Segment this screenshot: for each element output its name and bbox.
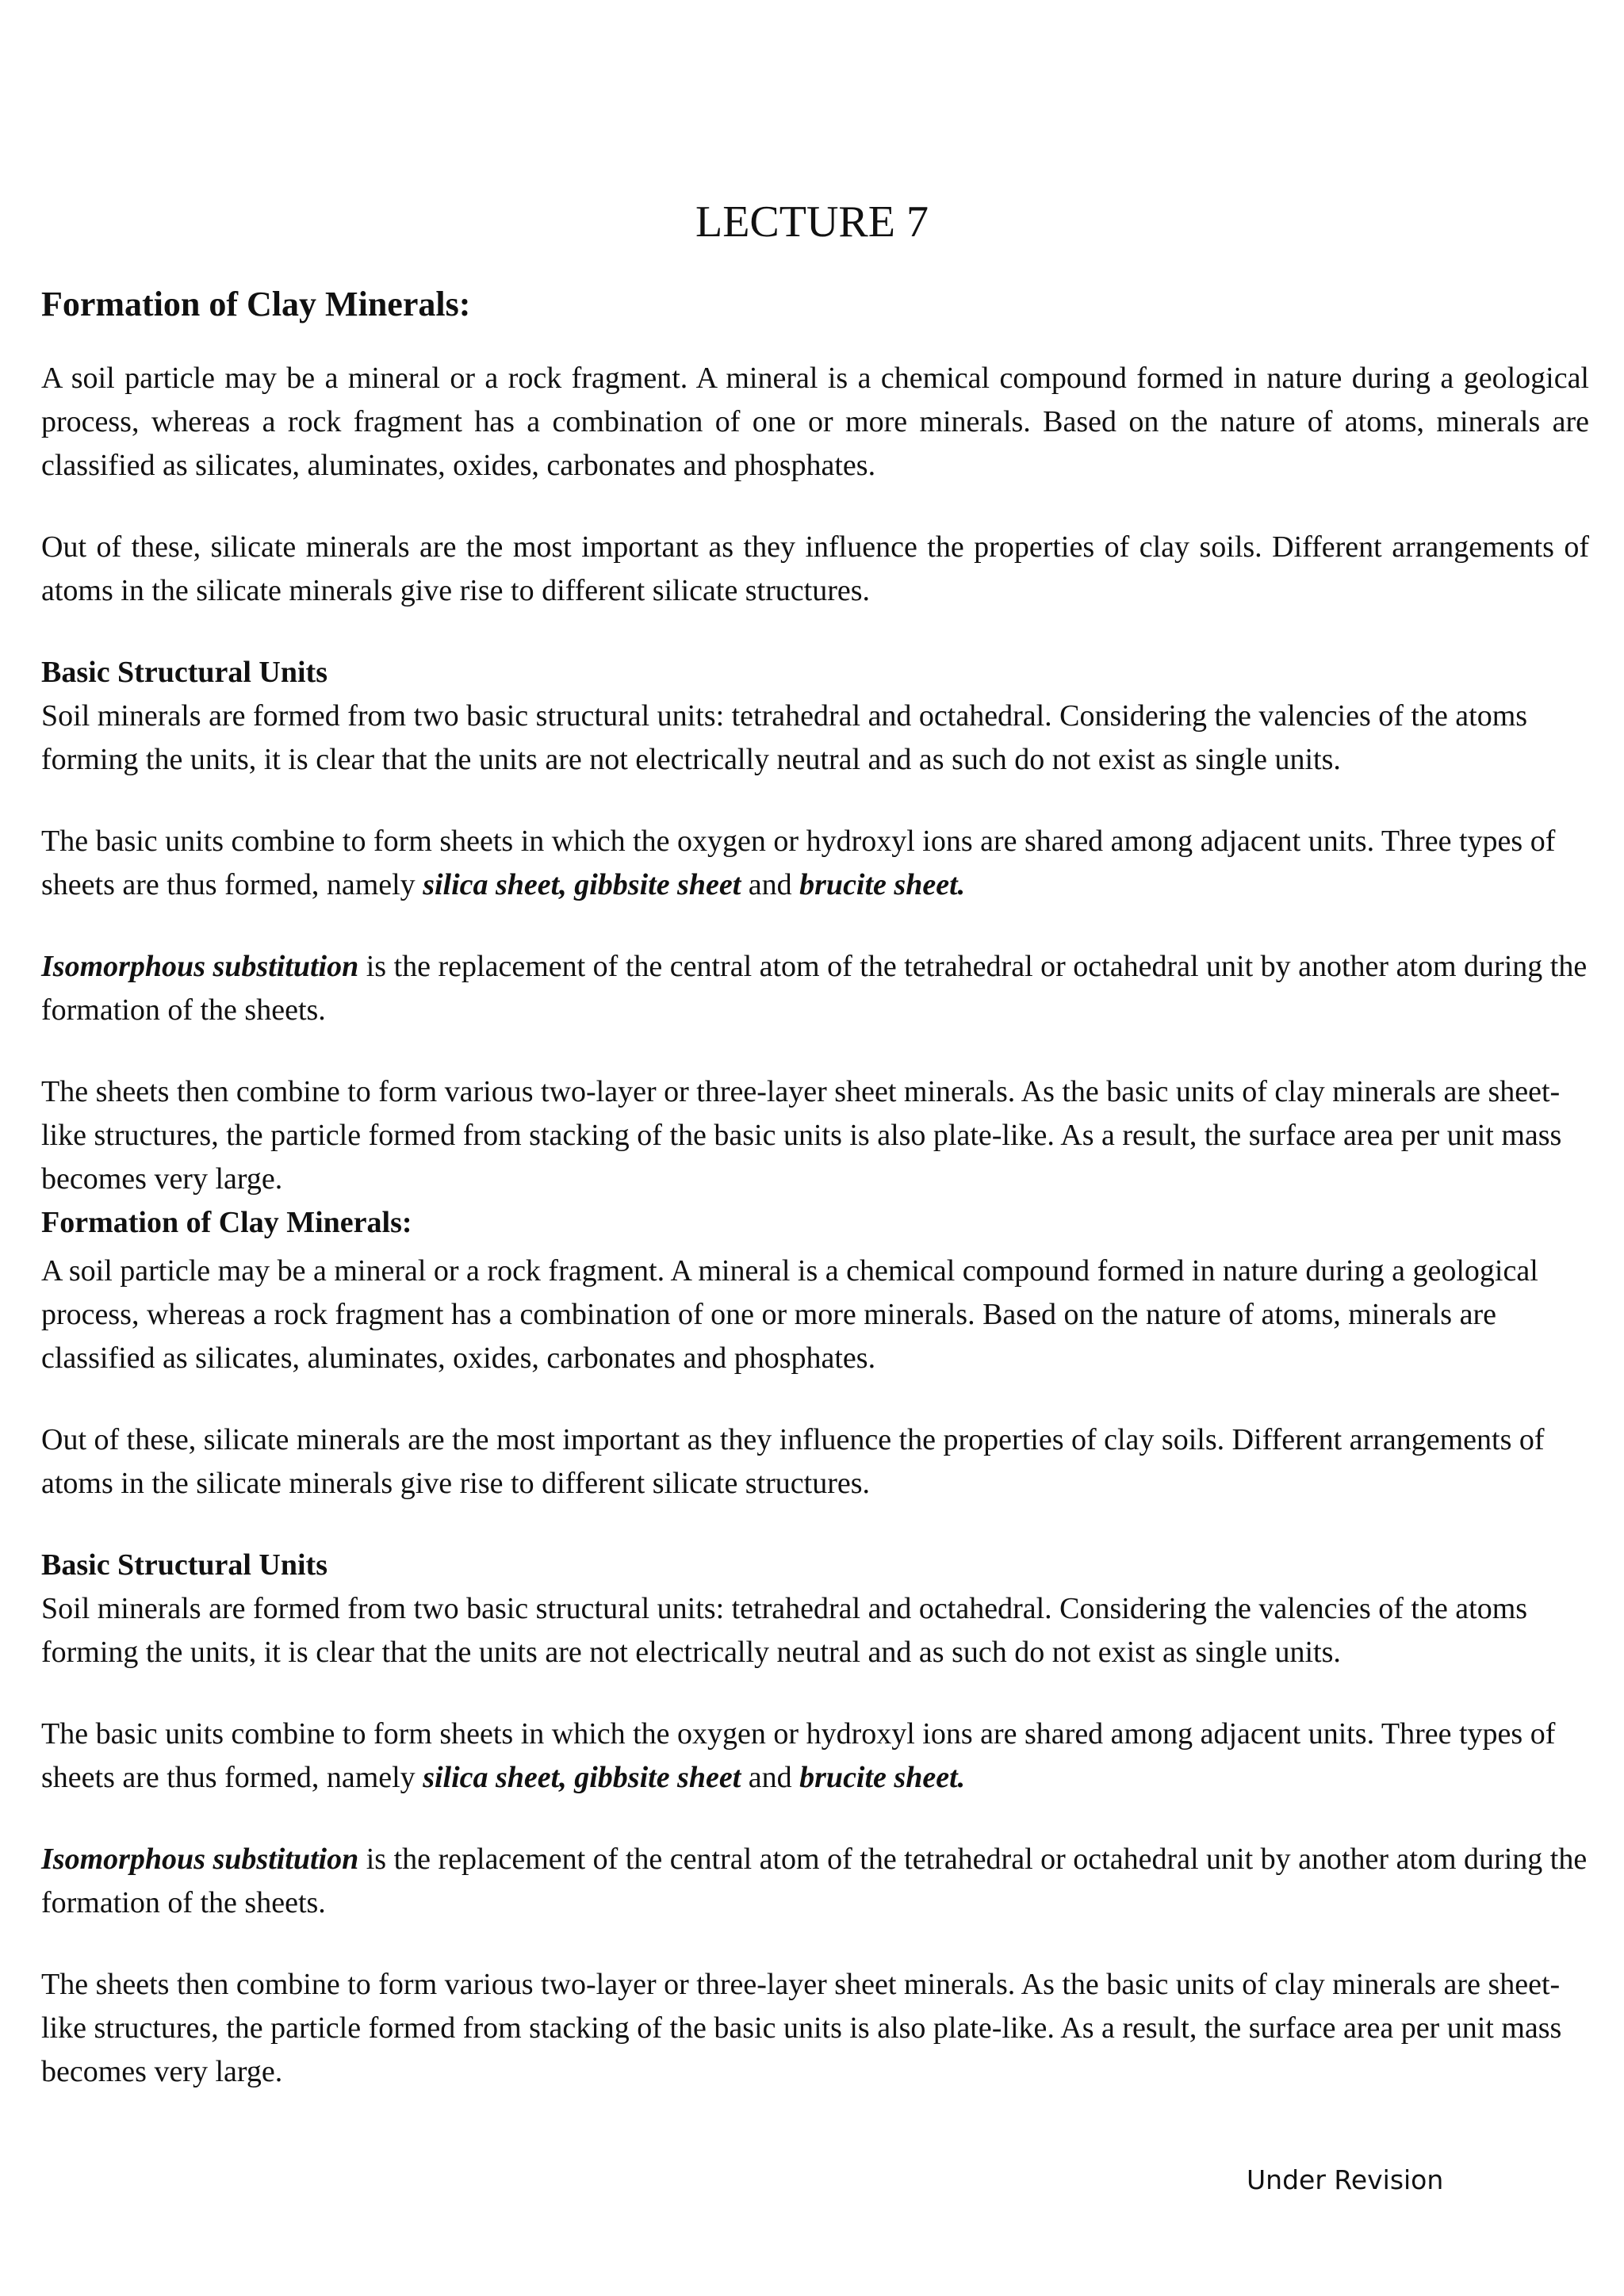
sheets-emphasis-brucite: brucite sheet. <box>799 868 966 901</box>
subheading-basic-structural-units: Basic Structural Units <box>41 656 327 689</box>
sheets-emphasis-silica-gibbsite-repeat: silica sheet, gibbsite sheet <box>423 1761 741 1794</box>
section-heading: Formation of Clay Minerals: <box>41 285 471 323</box>
paragraph-structural-units-repeat: Soil minerals are formed from two basic structural units: tetrahedral and octahedral. Considering the valencies of the atoms forming the units, it is clear that the units are not electrically neutral and as such do not exist as single units. <box>41 1592 1528 1669</box>
paragraph-isomorphous-substitution <box>41 945 1589 1032</box>
paragraph-sheets-repeat <box>41 1712 1589 1800</box>
isomorphous-substitution-text: is the replacement of the central atom of the tetrahedral or octahedral unit by another atom during the formation of the sheets. <box>41 950 1588 1027</box>
section-heading-repeat: Formation of Clay Minerals: <box>41 1206 412 1239</box>
sheets-text-mid: and <box>741 868 800 901</box>
paragraph-sheets <box>41 820 1589 907</box>
sheets-text-before: The basic units combine to form sheets in which the oxygen or hydroxyl ions are shared among adjacent units. Three types of sheets are thus formed, namely <box>41 825 1556 901</box>
document-body <box>41 284 1589 2094</box>
sheets-text-before-repeat: The basic units combine to form sheets in which the oxygen or hydroxyl ions are shared among adjacent units. Three types of sheets are thus formed, namely <box>41 1717 1556 1794</box>
paragraph-soil-particle: A soil particle may be a mineral or a rock fragment. A mineral is a chemical compound formed in nature during a geological process, whereas a rock fragment has a combination of one or more minerals. Based on the nature of atoms, minerals are classified as silicates, aluminates, oxides, carbonates and phosphates. <box>41 362 1589 482</box>
sheets-emphasis-brucite-repeat: brucite sheet. <box>799 1761 966 1794</box>
paragraph-soil-particle-repeat: A soil particle may be a mineral or a rock fragment. A mineral is a chemical compound formed in nature during a geological process, whereas a rock fragment has a combination of one or more minerals. Based on the nature of atoms, minerals are classified as silicates, aluminates, oxides, carbonates and phosphates. <box>41 1254 1538 1375</box>
paragraph-isomorphous-substitution-repeat <box>41 1838 1589 1925</box>
subheading-basic-structural-units-repeat: Basic Structural Units <box>41 1548 327 1582</box>
paragraph-silicate-minerals-repeat: Out of these, silicate minerals are the most important as they influence the properties of clay soils. Different arrangements of atoms in the silicate minerals give rise to different silicate structures. <box>41 1423 1545 1500</box>
isomorphous-substitution-text-repeat: is the replacement of the central atom of the tetrahedral or octahedral unit by another atom during the formation of the sheets. <box>41 1843 1588 1919</box>
paragraph-structural-units: Soil minerals are formed from two basic structural units: tetrahedral and octahedral. Considering the valencies of the atoms forming the units, it is clear that the units are not electrically neutral and as such do not exist as single units. <box>41 699 1528 776</box>
footer-under-revision: Under Revision <box>1247 2164 1444 2195</box>
sheets-emphasis-silica-gibbsite: silica sheet, gibbsite sheet <box>423 868 741 901</box>
lecture-title: LECTURE 7 <box>695 197 929 247</box>
paragraph-silicate-minerals: Out of these, silicate minerals are the most important as they influence the properties of clay soils. Different arrangements of atoms in the silicate minerals give rise to different silicate structures. <box>41 530 1589 607</box>
paragraph-sheet-minerals: The sheets then combine to form various two-layer or three-layer sheet minerals. As the basic units of clay minerals are sheet-like structures, the particle formed from stacking of the basic units is also plate-like. As a result, the surface area per unit mass becomes very large. <box>41 1075 1562 1196</box>
sheets-text-mid-repeat: and <box>741 1761 800 1794</box>
isomorphous-substitution-term: Isomorphous substitution <box>41 950 359 983</box>
isomorphous-substitution-term-repeat: Isomorphous substitution <box>41 1843 359 1876</box>
paragraph-sheet-minerals-repeat: The sheets then combine to form various two-layer or three-layer sheet minerals. As the basic units of clay minerals are sheet-like structures, the particle formed from stacking of the basic units is also plate-like. As a result, the surface area per unit mass becomes very large. <box>41 1968 1562 2088</box>
